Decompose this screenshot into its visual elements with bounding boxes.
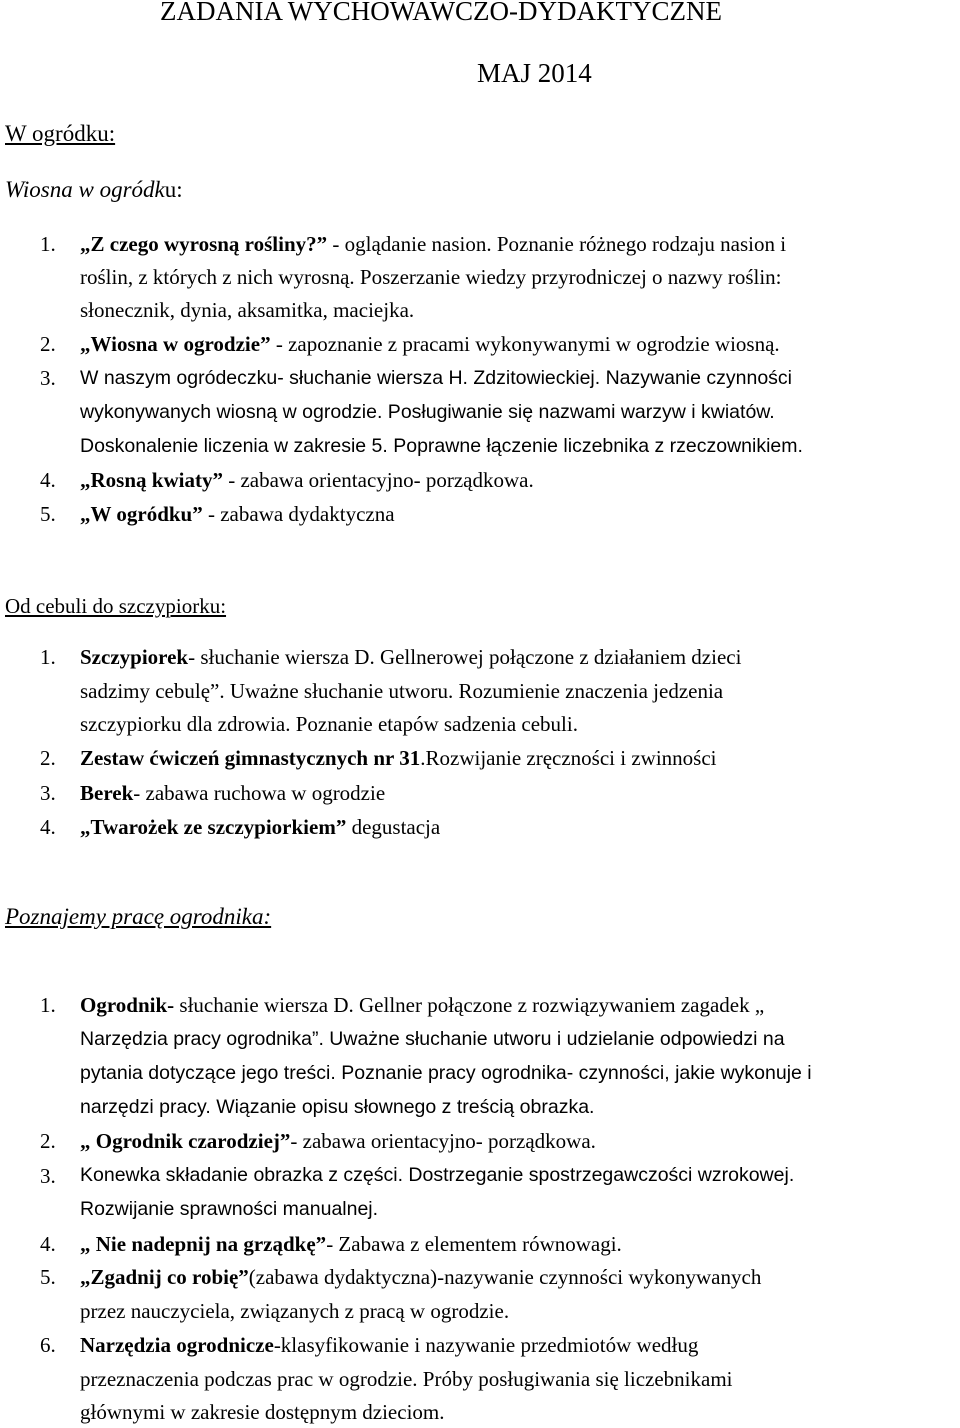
item-text: degustacja — [346, 815, 441, 839]
item-line: szczypiorku dla zdrowia. Poznanie etapów sadzenia cebuli. — [80, 712, 578, 736]
item-number: 4. — [40, 1232, 56, 1256]
item-line: Doskonalenie liczenia w zakresie 5. Poprawne łączenie liczebnika z rzeczownikiem. — [80, 435, 803, 457]
item-title: „Wiosna w ogrodzie” — [80, 332, 271, 356]
item-number: 5. — [40, 1265, 56, 1289]
section-heading-poznajemy: Poznajemy pracę ogrodnika: — [5, 904, 272, 929]
item-title: Ogrodnik- — [80, 993, 175, 1017]
item-line — [80, 232, 786, 257]
item-text: - zabawa orientacyjno- porządkowa. — [222, 468, 534, 492]
item-text: - słuchanie wiersza D. Gellnerowej połączone z działaniem dzieci — [188, 645, 742, 669]
item-text: - zabawa dydaktyczna — [202, 502, 395, 526]
item-title: Zestaw ćwiczeń gimnastycznych nr 31 — [80, 746, 421, 770]
item-line: Konewka składanie obrazka z części. Dostrzeganie spostrzegawczości wzrokowej. — [80, 1164, 795, 1186]
page-title: ZADANIA WYCHOWAWCZO-DYDAKTYCZNE — [160, 0, 723, 26]
item-line — [80, 1265, 761, 1290]
item-line: przeznaczenia podczas prac w ogrodzie. Próby posługiwania się liczebnikami — [80, 1367, 733, 1391]
item-line: wykonywanych wiosną w ogrodzie. Posługiwanie się nazwami warzyw i kwiatów. — [80, 401, 775, 423]
item-number: 6. — [40, 1333, 56, 1357]
item-line — [80, 502, 395, 527]
item-line — [80, 781, 385, 806]
section-heading-od-cebuli: Od cebuli do szczypiorku: — [5, 594, 227, 618]
item-text: (zabawa dydaktyczna)-nazywanie czynności wykonywanych — [248, 1265, 762, 1289]
item-line: Rozwijanie sprawności manualnej. — [80, 1198, 379, 1220]
item-text: - zabawa orientacyjno- porządkowa. — [290, 1129, 596, 1153]
item-text: - Zabawa z elementem równowagi. — [326, 1232, 622, 1256]
item-number: 1. — [40, 993, 56, 1017]
item-title: „Rosną kwiaty” — [80, 468, 223, 492]
item-number: 3. — [40, 366, 56, 390]
item-title: Narzędzia ogrodnicze — [80, 1333, 274, 1357]
item-line: słonecznik, dynia, aksamitka, maciejka. — [80, 298, 415, 322]
item-line — [80, 332, 780, 357]
item-title: „Zgadnij co robię” — [80, 1265, 249, 1289]
item-line: Narzędzia pracy ogrodnika”. Uważne słuchanie utworu i udzielanie odpowiedzi na — [80, 1028, 785, 1050]
item-title: „Twarożek ze szczypiorkiem” — [80, 815, 347, 839]
item-text: -klasyfikowanie i nazywanie przedmiotów według — [273, 1333, 699, 1357]
item-number: 3. — [40, 1164, 56, 1188]
item-title: „Z czego wyrosną rośliny?” — [80, 232, 328, 256]
item-text: - oglądanie nasion. Poznanie różnego rodzaju nasion i — [327, 232, 787, 256]
item-title: „W ogródku” — [80, 502, 203, 526]
item-text: - zabawa ruchowa w ogrodzie — [133, 781, 386, 805]
item-line: głównymi w zakresie dostępnym dzieciom. — [80, 1400, 445, 1424]
item-line — [80, 815, 440, 840]
item-line: W naszym ogródeczku- słuchanie wiersza H. Zdzitowieckiej. Nazywanie czynności — [80, 367, 793, 389]
item-line — [80, 645, 741, 670]
subheading-wiosna-italic: Wiosna w ogródk — [5, 177, 165, 202]
item-text: - zapoznanie z pracami wykonywanymi w ogrodzie wiosną. — [270, 332, 780, 356]
item-line: sadzimy cebulę”. Uważne słuchanie utworu. Rozumienie znaczenia jedzenia — [80, 679, 724, 703]
item-number: 2. — [40, 746, 56, 770]
item-line — [80, 468, 534, 493]
item-line: pytania dotyczące jego treści. Poznanie pracy ogrodnika- czynności, jakie wykonuje i — [80, 1062, 812, 1084]
item-line — [80, 1129, 596, 1154]
item-text: słuchanie wiersza D. Gellner połączone z rozwiązywaniem zagadek „ — [174, 993, 765, 1017]
item-line — [80, 993, 764, 1018]
item-text: .Rozwijanie zręczności i zwinności — [420, 746, 717, 770]
month-label: MAJ 2014 — [477, 58, 592, 88]
item-line — [80, 1333, 698, 1358]
item-number: 1. — [40, 232, 56, 256]
subheading-wiosna-tail: u: — [164, 177, 183, 202]
item-number: 4. — [40, 815, 56, 839]
item-line: narzędzi pracy. Wiązanie opisu słownego z treścią obrazka. — [80, 1096, 595, 1118]
item-title: „ Ogrodnik czarodziej” — [80, 1129, 291, 1153]
item-number: 3. — [40, 781, 56, 805]
item-title: „ Nie nadepnij na grządkę” — [80, 1232, 327, 1256]
item-number: 4. — [40, 468, 56, 492]
item-title: Berek — [80, 781, 134, 805]
section-heading-w-ogrodku: W ogródku: — [5, 121, 116, 146]
item-number: 5. — [40, 502, 56, 526]
item-line: przez nauczyciela, związanych z pracą w ogrodzie. — [80, 1299, 510, 1323]
item-line — [80, 746, 716, 771]
item-number: 2. — [40, 1129, 56, 1153]
item-number: 1. — [40, 645, 56, 669]
item-line: roślin, z których z nich wyrosną. Poszerzanie wiedzy przyrodniczej o nazwy roślin: — [80, 265, 782, 289]
subheading-wiosna — [5, 177, 183, 203]
item-title: Szczypiorek — [80, 645, 189, 669]
item-line — [80, 1232, 622, 1257]
item-number: 2. — [40, 332, 56, 356]
